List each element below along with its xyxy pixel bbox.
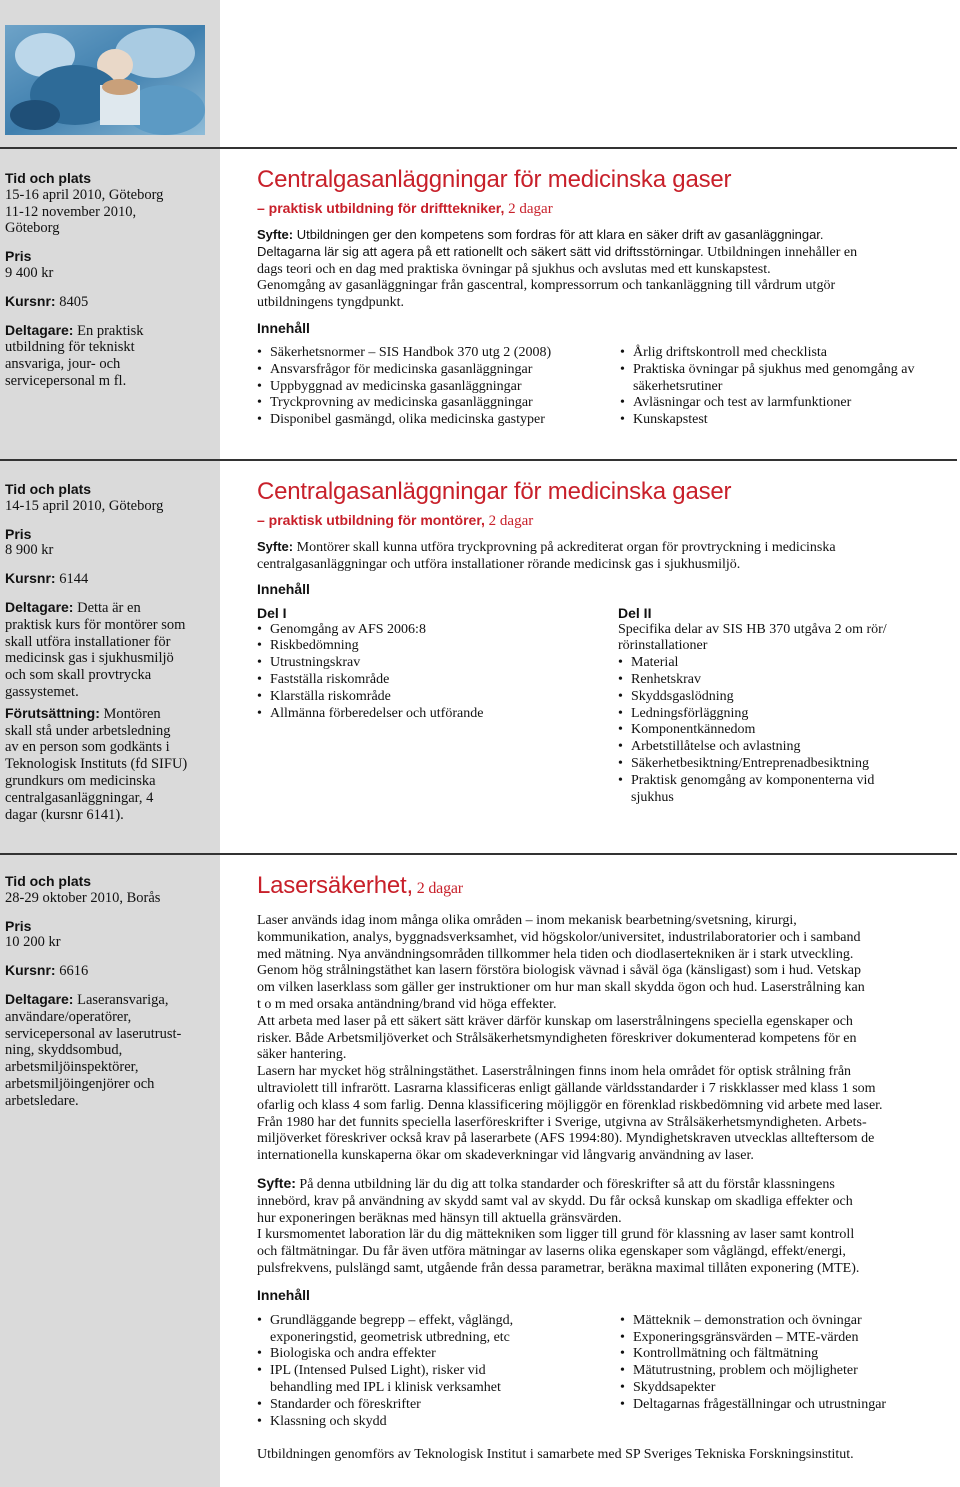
innehall-label: Innehåll (257, 1286, 310, 1303)
list-item: • Årlig driftskontroll med checklista (620, 345, 940, 362)
body-line: utbildningens tyngdpunkt. (257, 295, 404, 311)
forutsattning-text: av en person som godkänts i (5, 739, 170, 756)
list-item: • Uppbyggnad av medicinska gasanläggningar (257, 379, 620, 396)
intro-line: Genom hög strålningstäthet kan lasern förstöra biologisk vävnad i såväl öga (känsligast) som i hud. Vetskap (257, 963, 861, 979)
subtitle-bold: – praktisk utbildning för drifttekniker, (257, 200, 505, 216)
del1-label: Del I (257, 604, 287, 621)
list-item: • Material (618, 655, 928, 672)
time-line: 15-16 april 2010, Göteborg (5, 186, 164, 203)
kursnr-value: 8405 (59, 293, 89, 310)
list-item: • Praktisk genomgång av komponenterna vid sjukhus (618, 773, 908, 807)
deltagare-text: användare/operatörer, (5, 1008, 132, 1025)
kursnr-label: Kursnr: (5, 570, 56, 587)
kursnr-label: Kursnr: (5, 292, 56, 309)
content-list-right (620, 345, 940, 429)
kursnr-value: 6144 (59, 571, 89, 588)
content-list-left (257, 345, 620, 429)
innehall-label: Innehåll (257, 319, 310, 336)
forutsattning-text: skall stå under arbetsledning (5, 722, 171, 739)
list-item: • Kontrollmätning och fältmätning (620, 1346, 950, 1363)
list-item: • Genomgång av AFS 2006:8 (257, 622, 618, 639)
list-item: • Säkerhetsnormer – SIS Handbok 370 utg 2 (2008) (257, 345, 620, 362)
title-text: Lasersäkerhet, (257, 872, 413, 899)
course1-sidebar (5, 170, 210, 390)
list-item: • Renhetskrav (618, 672, 928, 689)
syfte-text: och fältmätningar. Du får även utföra mätningar av laserns olika egenskaper som våglängd, effekt/energi, (257, 1244, 846, 1260)
intro-line: ofarlig och klass 4 som farlig. Denna klassificering möjliggör en förenklad riskbedömning vid arbete med laser. (257, 1097, 883, 1113)
price-label: Pris (5, 525, 32, 542)
subtitle-days: 2 dagar (484, 513, 534, 529)
del2-label: Del II (618, 604, 652, 621)
list-item: • IPL (Intensed Pulsed Light), risker vid behandling med IPL i klinisk verksamhet (257, 1363, 547, 1397)
intro-line: kommunikation, analys, byggnadsverksamhet, vid högskolor/universitet, industrilaboratorier och i samband (257, 929, 861, 945)
list-item: • Klassning och skydd (257, 1414, 620, 1431)
intro-line: t o m med orsaka antändning/brand vid höga effekter. (257, 996, 557, 1012)
deltagare-text: och som skall provtrycka (5, 667, 152, 684)
content-list-right (620, 1313, 950, 1431)
content-list-left (257, 1313, 620, 1431)
syfte-text: Utbildningen ger den kompetens som fordras för att klara en säker drift av gasanläggningar. (293, 227, 824, 242)
forutsattning-text: Teknologisk Instituts (fd SIFU) (5, 756, 188, 773)
deltagare-label: Deltagare: (5, 598, 74, 615)
forutsattning-label: Förutsättning: (5, 704, 100, 721)
list-item: • Skyddsapekter (620, 1380, 950, 1397)
list-item: • Klarställa riskområde (257, 689, 618, 706)
del2-intro: rörinstallationer (618, 638, 708, 654)
syfte-text: Utbildningen innehåller en (703, 244, 858, 260)
syfte-text: centralgasanläggningar och utföra installationer rörande medicinsk gas i sjukhusmiljö. (257, 556, 741, 572)
deltagare-text: skall utföra installationer för (5, 633, 171, 650)
del2-intro: Specifika delar av SIS HB 370 utgåva 2 om rör/ (618, 621, 887, 637)
list-item: • Allmänna förberedelser och utförande (257, 706, 618, 723)
course3-footer: Utbildningen genomförs av Teknologisk Institut i samarbete med SP Sveriges Tekniska Forskningsinstitut. (257, 1447, 854, 1463)
intro-line: risker. Både Arbetsmiljöverket och Strålsäkerhetsmyndigheten föreskriver dokumenterad kompetens för en (257, 1030, 857, 1046)
time-label: Tid och plats (5, 170, 92, 186)
list-item: • Exponeringsgränsvärden – MTE-värden (620, 1330, 950, 1347)
forutsattning-text: Montören (99, 705, 161, 722)
intro-line: Laser används idag inom många olika områden – inom mekanisk bearbetning/svetsning, kirurgi, (257, 913, 797, 928)
intro-line: ultraviolett till infrarött. Lasrarna klassificeras enligt gällande världsstandarder i 7 riskklasser med klass 1 som (257, 1080, 876, 1096)
price-value: 8 900 kr (5, 542, 54, 559)
intro-line: Att arbeta med laser på ett säkert sätt kräver därför kunskap om laserstrålningens speciella egenskaper och (257, 1013, 853, 1029)
syfte-text: innebörd, krav på användning av skydd samt val av skydd. Du får också kunskap om skadliga effekter och (257, 1193, 853, 1209)
list-item: • Riskbedömning (257, 638, 618, 655)
course2-subtitle (257, 511, 957, 530)
course2-sidebar (5, 481, 210, 823)
deltagare-label: Deltagare: (5, 321, 74, 338)
time-line: 28-29 oktober 2010, Borås (5, 889, 161, 906)
deltagare-text: servicepersonal m fl. (5, 372, 127, 389)
intro-line: med mätning. Nya användningsområden tillkommer hela tiden och diodlasertekniken är i stark utveckling. (257, 946, 854, 962)
course3-intro (257, 913, 957, 1165)
innehall-label: Innehåll (257, 580, 310, 597)
del1-list (257, 622, 618, 723)
intro-line: säker hantering. (257, 1047, 347, 1063)
syfte-label: Syfte: (257, 1174, 296, 1191)
deltagare-label: Deltagare: (5, 990, 74, 1007)
deltagare-text: En praktisk (73, 322, 144, 339)
price-value: 10 200 kr (5, 934, 61, 951)
list-item: • Disponibel gasmängd, olika medicinska gastyper (257, 412, 620, 429)
intro-line: Från 1980 har det funnits speciella laserföreskrifter i Sverige, utgivna av Strålsäkerhetsmyndigheten. Arbets- (257, 1114, 867, 1130)
price-label: Pris (5, 917, 32, 934)
subtitle-bold: – praktisk utbildning för montörer, (257, 512, 485, 528)
course1-syfte (257, 227, 957, 262)
course3-sidebar (5, 873, 210, 1110)
forutsattning-text: grundkurs om medicinska (5, 772, 156, 789)
list-item: • Praktiska övningar på sjukhus med genomgång av säkerhetsrutiner (620, 362, 940, 396)
syfte-text: I kursmomentet laboration lär du dig mättekniken som ligger till grund för klassning av laser samt kontroll (257, 1227, 855, 1243)
syfte-text: På denna utbildning lär du dig att tolka standarder och föreskrifter så att du förstår klassningens (295, 1176, 835, 1192)
course2-main (257, 478, 957, 806)
course1-title: Centralgasanläggningar för medicinska gaser (257, 166, 732, 193)
time-label: Tid och plats (5, 481, 92, 497)
list-item: • Kunskapstest (620, 412, 940, 429)
list-item: • Grundläggande begrepp – effekt, våglängd, exponeringstid, geometrisk utbredning, etc (257, 1313, 557, 1347)
list-item: • Biologiska och andra effekter (257, 1346, 620, 1363)
list-item: • Utrustningskrav (257, 655, 618, 672)
list-item: • Avläsningar och test av larmfunktioner (620, 395, 940, 412)
section-divider (0, 853, 957, 855)
deltagare-text: arbetsmiljöinspektörer, (5, 1059, 139, 1076)
time-label: Tid och plats (5, 873, 92, 889)
list-item: • Ledningsförläggning (618, 706, 928, 723)
intro-line: internationella kunskaperna ökar om skadeverkningar vid långvarig användning av laser. (257, 1148, 754, 1164)
forutsattning-text: centralgasanläggningar, 4 (5, 789, 154, 806)
time-line: 14-15 april 2010, Göteborg (5, 497, 164, 514)
course2-syfte (257, 539, 957, 574)
body-line: Genomgång av gasanläggningar från gascentral, kompressorrum och tankanläggning till vårdrum utgör (257, 278, 836, 294)
section-divider (0, 147, 957, 149)
del2-list (618, 655, 928, 806)
course3-content-lists (257, 1313, 957, 1431)
syfte-text: pulsfrekvens, pulslängd samt, utgående från dessa parametrar, beräkna maximal tillåten exponering (MTE). (257, 1260, 860, 1276)
list-item: • Standarder och föreskrifter (257, 1397, 620, 1414)
list-item: • Mätteknik – demonstration och övningar (620, 1313, 950, 1330)
list-item: • Tryckprovning av medicinska gasanläggningar (257, 395, 620, 412)
del1-column (257, 605, 618, 807)
subtitle-days: 2 dagar (504, 201, 553, 217)
deltagare-text: ansvariga, jour- och (5, 356, 121, 373)
course3-syfte (257, 1175, 957, 1278)
list-item: • Mätutrustning, problem och möjligheter (620, 1363, 950, 1380)
course1-main (257, 166, 957, 429)
kursnr-value: 6616 (59, 963, 89, 980)
deltagare-text: praktisk kurs för montörer som (5, 616, 186, 633)
deltagare-text: medicinsk gas i sjukhusmiljö (5, 650, 174, 667)
deltagare-text: Detta är en (73, 599, 141, 616)
time-line: 11-12 november 2010, (5, 203, 137, 220)
course2-title: Centralgasanläggningar för medicinska gaser (257, 478, 732, 505)
title-days: 2 dagar (412, 880, 463, 897)
section-divider (0, 459, 957, 461)
syfte-text: hur exponeringen beräknas med hänsyn till aktuella gränsvärden. (257, 1210, 622, 1226)
intro-line: miljöverket föreskriver också krav på laserarbete (AFS 1994:80). Myndighetskraven utvecklas allteftersom de (257, 1131, 875, 1147)
list-item: • Deltagarnas frågeställningar och utrustningar (620, 1397, 950, 1414)
del2-column (618, 605, 928, 807)
list-item: • Skyddsgaslödning (618, 689, 928, 706)
syfte-label: Syfte: (257, 227, 294, 242)
deltagare-text: arbetsmiljöingenjörer och (5, 1075, 155, 1092)
price-value: 9 400 kr (5, 264, 54, 281)
list-item: • Fastställa riskområde (257, 672, 618, 689)
list-item: • Säkerhetbesiktning/Entreprenadbesiktning (618, 756, 928, 773)
course1-subtitle (257, 199, 957, 218)
deltagare-text: ning, skyddsombud, (5, 1042, 123, 1059)
deltagare-text: servicepersonal av laserutrust- (5, 1025, 182, 1042)
course1-content-lists (257, 345, 957, 429)
kursnr-label: Kursnr: (5, 962, 56, 979)
syfte-text: Deltagarna lär sig att agera på ett rationellt och säkert sätt vid driftsstörningar. (257, 243, 704, 259)
surgery-photo (5, 25, 205, 135)
list-item: • Arbetstillåtelse och avlastning (618, 739, 928, 756)
deltagare-text: utbildning för tekniskt (5, 339, 135, 356)
forutsattning-text: dagar (kursnr 6141). (5, 806, 124, 823)
course2-content (257, 605, 957, 807)
deltagare-text: Laseransvariga, (73, 991, 169, 1008)
time-line: Göteborg (5, 220, 60, 237)
price-label: Pris (5, 248, 32, 265)
course3-main (257, 872, 957, 1464)
body-line: dags teori och en dag med praktiska övningar på sjukhus och avslutas med ett kunskapstest. (257, 261, 771, 277)
syfte-text: Montörer skall kunna utföra tryckprovning på ackrediterat organ för provtryckning i medicinska (293, 540, 836, 555)
list-item: • Komponentkännedom (618, 722, 928, 739)
intro-line: Lasern har mycket hög strålningstäthet. Laserstrålningen finns inom hela området för optisk strålning från (257, 1064, 852, 1080)
intro-line: om vilken laserklass som gäller ger instruktioner om hur man skall skydda ögon och hud. Laserstrålning kan (257, 980, 865, 996)
deltagare-text: gassystemet. (5, 683, 79, 700)
deltagare-text: arbetsledare. (5, 1092, 79, 1109)
course3-title (257, 872, 957, 903)
photo-image (5, 25, 205, 135)
syfte-label: Syfte: (257, 539, 294, 554)
list-item: • Ansvarsfrågor för medicinska gasanläggningar (257, 362, 620, 379)
